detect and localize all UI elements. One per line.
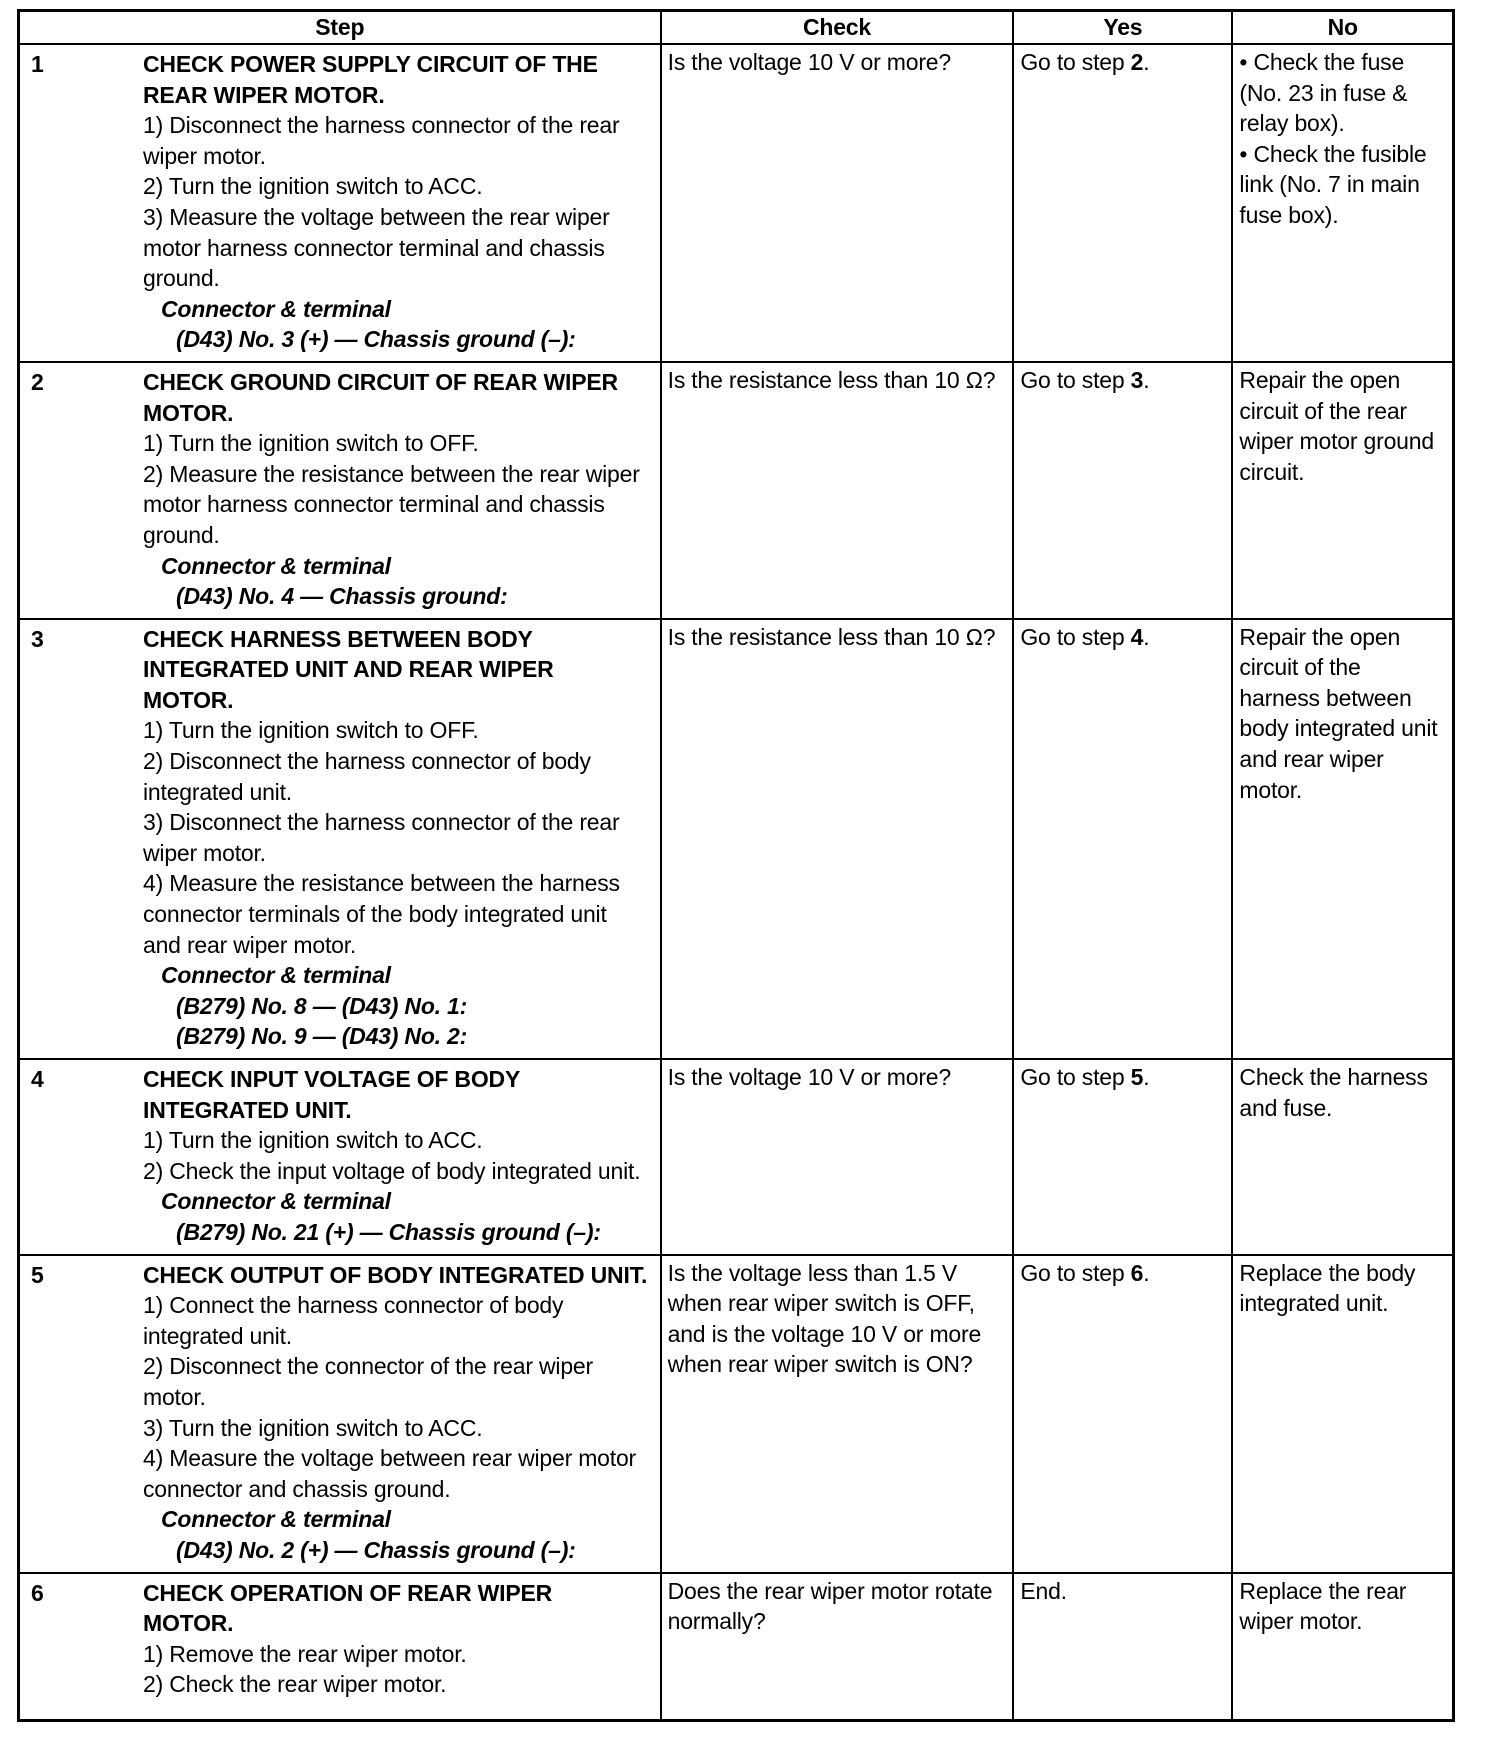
table-header-row: [19, 11, 1454, 45]
connector-label: Connector & terminal: [161, 295, 391, 322]
check-cell: [661, 619, 1014, 1059]
yes-suffix: .: [1143, 49, 1150, 75]
step-instruction: 3) Disconnect the harness connector of the rear wiper motor.: [143, 809, 620, 866]
no-action-text: • Check the fuse (No. 23 in fuse & relay box).: [1239, 49, 1408, 137]
no-cell: [1232, 1255, 1453, 1573]
step-title: CHECK GROUND CIRCUIT OF REAR WIPER MOTOR.: [143, 368, 618, 426]
check-cell: [661, 1573, 1014, 1721]
step-instruction: 4) Measure the resistance between the harness connector terminals of the body integrated unit and rear wiper motor.: [143, 870, 620, 958]
step-number: 5: [31, 1261, 44, 1288]
table-row: [19, 1573, 1454, 1721]
step-instruction: 3) Measure the voltage between the rear wiper motor harness connector terminal and chassis ground.: [143, 203, 610, 292]
yes-step-number: 4: [1130, 623, 1144, 650]
check-question: Is the voltage less than 1.5 V when rear wiper switch is OFF, and is the voltage 10 V or more when rear wiper switch is ON?: [667, 1259, 982, 1378]
step-instruction: 1) Connect the harness connector of body integrated unit.: [143, 1292, 564, 1349]
step-cell: [19, 1573, 661, 1721]
yes-prefix: Go to step: [1020, 623, 1131, 650]
table-row: [19, 362, 1454, 619]
no-cell: [1232, 362, 1453, 619]
step-number: 1: [31, 51, 44, 77]
connector-value: (D43) No. 4 — Chassis ground:: [176, 583, 508, 610]
step-cell: [19, 44, 661, 362]
connector-label: Connector & terminal: [161, 1506, 391, 1533]
step-title: CHECK POWER SUPPLY CIRCUIT OF THE REAR WIPER MOTOR.: [143, 51, 598, 108]
check-cell: [661, 44, 1014, 362]
step-instruction: 1) Turn the ignition switch to OFF.: [143, 430, 479, 457]
connector-value: (B279) No. 9 — (D43) No. 2:: [176, 1023, 468, 1050]
yes-suffix: .: [1143, 1064, 1150, 1090]
step-cell: [19, 1059, 661, 1255]
step-body: [143, 1062, 654, 1251]
step-body: [143, 622, 654, 1055]
no-action-text: Check the harness and fuse.: [1239, 1064, 1428, 1121]
yes-suffix: .: [1143, 623, 1150, 650]
no-cell: [1232, 619, 1453, 1059]
step-instruction: 2) Disconnect the connector of the rear wiper motor.: [143, 1353, 593, 1410]
step-instruction: 4) Measure the voltage between rear wiper motor connector and chassis ground.: [143, 1445, 637, 1502]
no-action-text: • Check the fusible link (No. 7 in main fuse box).: [1239, 140, 1427, 228]
yes-suffix: .: [1143, 366, 1150, 393]
step-instruction: 2) Check the input voltage of body integrated unit.: [143, 1157, 641, 1184]
step-cell: [19, 619, 661, 1059]
step-instruction: 1) Disconnect the harness connector of the rear wiper motor.: [143, 112, 620, 169]
yes-step-number: 3: [1130, 366, 1144, 393]
step-cell: [19, 1255, 661, 1573]
step-title: CHECK HARNESS BETWEEN BODY INTEGRATED UNIT AND REAR WIPER MOTOR.: [143, 625, 554, 713]
step-instruction: 2) Check the rear wiper motor.: [143, 1671, 447, 1698]
no-cell: [1232, 1059, 1453, 1255]
step-instruction: 1) Turn the ignition switch to OFF.: [143, 717, 479, 744]
table-row: [19, 44, 1454, 362]
connector-value: (B279) No. 8 — (D43) No. 1:: [176, 992, 468, 1019]
table-row: [19, 1255, 1454, 1573]
step-instruction: 2) Disconnect the harness connector of body integrated unit.: [143, 748, 591, 805]
check-question: Does the rear wiper motor rotate normally?: [667, 1577, 993, 1635]
step-body: [143, 1258, 654, 1569]
yes-suffix: .: [1143, 1259, 1150, 1286]
step-instruction: 1) Remove the rear wiper motor.: [143, 1640, 467, 1667]
yes-prefix: Go to step: [1020, 49, 1131, 75]
step-cell: [19, 362, 661, 619]
connector-value: (D43) No. 2 (+) — Chassis ground (–):: [176, 1536, 576, 1563]
step-number: 3: [31, 625, 44, 652]
step-title: CHECK OUTPUT OF BODY INTEGRATED UNIT.: [143, 1261, 648, 1288]
check-question: Is the resistance less than 10 Ω?: [667, 623, 996, 650]
step-title: CHECK OPERATION OF REAR WIPER MOTOR.: [143, 1579, 553, 1637]
header-no: No: [1232, 11, 1453, 45]
diagnostic-table: [17, 9, 1455, 1722]
header-check: Check: [661, 11, 1014, 45]
yes-cell: [1013, 1573, 1232, 1721]
connector-label: Connector & terminal: [161, 1188, 391, 1215]
table-row: [19, 1059, 1454, 1255]
no-cell: [1232, 44, 1453, 362]
step-instruction: 2) Measure the resistance between the rear wiper motor harness connector terminal and chassis ground.: [143, 460, 640, 548]
header-step: Step: [19, 11, 661, 45]
check-question: Is the voltage 10 V or more?: [667, 49, 951, 75]
no-action-text: Replace the rear wiper motor.: [1239, 1577, 1407, 1635]
yes-step-number: 5: [1130, 1064, 1144, 1090]
check-cell: [661, 1255, 1014, 1573]
no-action-text: Replace the body integrated unit.: [1239, 1259, 1416, 1317]
yes-cell: [1013, 1059, 1232, 1255]
yes-prefix: Go to step: [1020, 1259, 1131, 1286]
no-action-text: Repair the open circuit of the rear wiper motor ground circuit.: [1239, 366, 1434, 485]
yes-cell: [1013, 44, 1232, 362]
no-cell: [1232, 1573, 1453, 1721]
yes-cell: [1013, 619, 1232, 1059]
step-body: [143, 1576, 654, 1703]
connector-value: (D43) No. 3 (+) — Chassis ground (–):: [176, 326, 576, 353]
yes-cell: [1013, 1255, 1232, 1573]
yes-prefix: End.: [1020, 1577, 1067, 1604]
yes-prefix: Go to step: [1020, 366, 1131, 393]
connector-value: (B279) No. 21 (+) — Chassis ground (–):: [176, 1218, 601, 1245]
step-title: CHECK INPUT VOLTAGE OF BODY INTEGRATED UNIT.: [143, 1066, 520, 1123]
check-cell: [661, 362, 1014, 619]
step-number: 4: [31, 1066, 44, 1092]
check-question: Is the resistance less than 10 Ω?: [667, 366, 996, 393]
yes-step-number: 2: [1130, 49, 1144, 75]
step-body: [143, 47, 654, 358]
step-number: 6: [31, 1579, 44, 1606]
step-instruction: 3) Turn the ignition switch to ACC.: [143, 1414, 483, 1441]
yes-cell: [1013, 362, 1232, 619]
step-instruction: 2) Turn the ignition switch to ACC.: [143, 173, 483, 200]
step-instruction: 1) Turn the ignition switch to ACC.: [143, 1127, 483, 1154]
no-action-text: Repair the open circuit of the harness between body integrated unit and rear wiper motor.: [1239, 623, 1438, 803]
yes-step-number: 6: [1130, 1259, 1144, 1286]
step-body: [143, 365, 654, 615]
check-cell: [661, 1059, 1014, 1255]
check-question: Is the voltage 10 V or more?: [667, 1064, 951, 1090]
connector-label: Connector & terminal: [161, 552, 391, 579]
header-yes: Yes: [1013, 11, 1232, 45]
step-number: 2: [31, 368, 44, 395]
table-row: [19, 619, 1454, 1059]
yes-prefix: Go to step: [1020, 1064, 1131, 1090]
connector-label: Connector & terminal: [161, 962, 391, 989]
